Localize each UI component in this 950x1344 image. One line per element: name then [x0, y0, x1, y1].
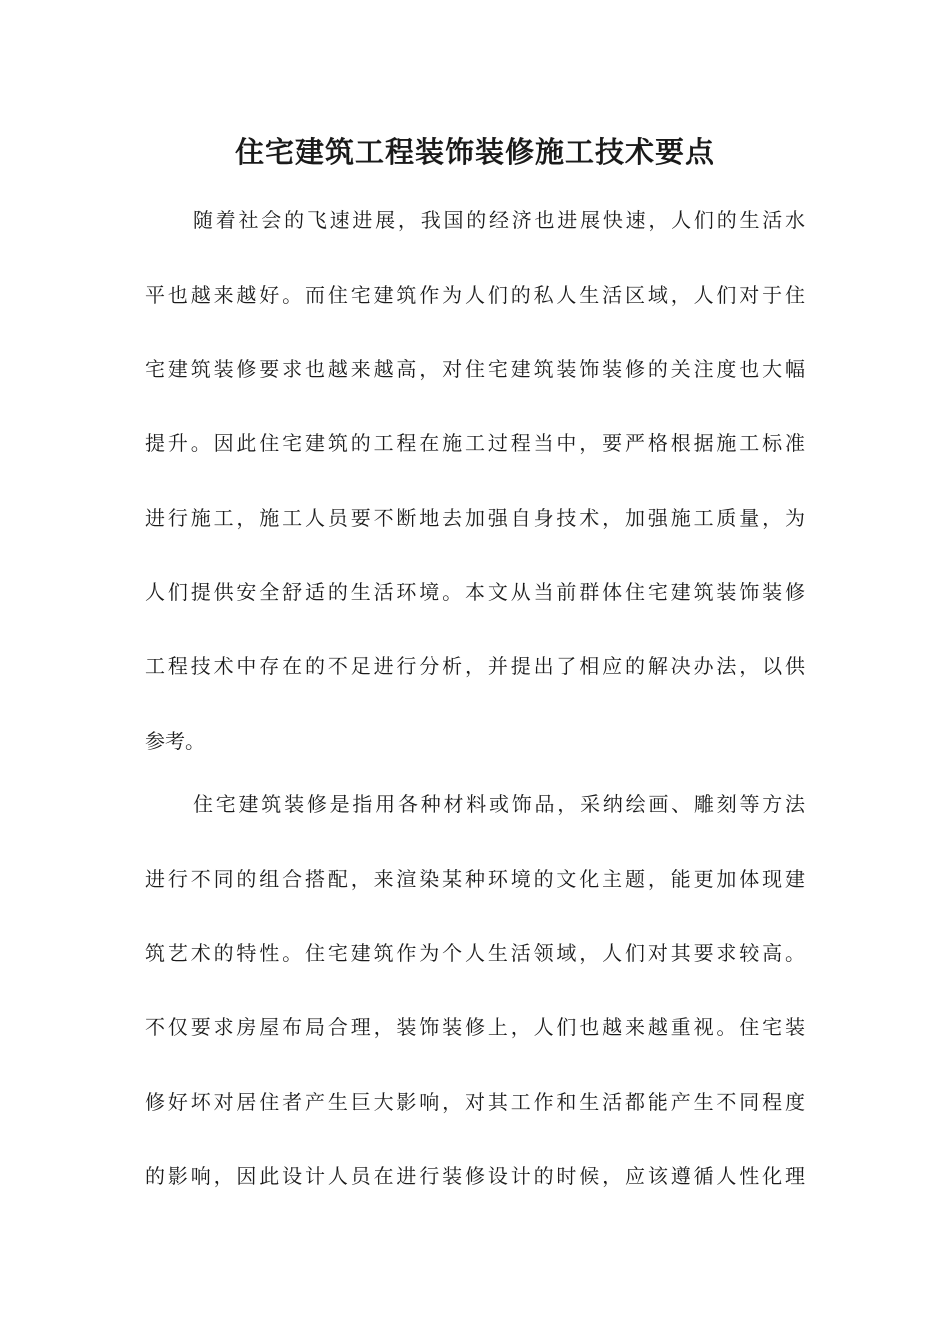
paragraph-1-line-7: 工程技术中存在的不足进行分析，并提出了相应的解决办法，以供	[145, 654, 805, 678]
paragraph-2-line-2: 进行不同的组合搭配，来渲染某种环境的文化主题，能更加体现建	[145, 867, 805, 891]
paragraph-2-line-1: 住宅建筑装修是指用各种材料或饰品，采纳绘画、雕刻等方法	[193, 792, 805, 816]
paragraph-2-line-6: 的影响，因此设计人员在进行装修设计的时候，应该遵循人性化理	[145, 1164, 805, 1188]
paragraph-1-line-2: 平也越来越好。而住宅建筑作为人们的私人生活区域，人们对于住	[145, 283, 805, 307]
paragraph-1-line-8: 参考。	[145, 729, 205, 753]
document-title: 住宅建筑工程装饰装修施工技术要点	[234, 135, 715, 169]
paragraph-2-line-3: 筑艺术的特性。住宅建筑作为个人生活领域，人们对其要求较高。	[145, 941, 805, 965]
paragraph-1-line-1: 随着社会的飞速进展，我国的经济也进展快速，人们的生活水	[193, 208, 805, 232]
paragraph-1-line-5: 进行施工，施工人员要不断地去加强自身技术，加强施工质量，为	[145, 506, 805, 530]
paragraph-1-line-3: 宅建筑装修要求也越来越高，对住宅建筑装饰装修的关注度也大幅	[145, 357, 805, 381]
paragraph-1-line-4: 提升。因此住宅建筑的工程在施工过程当中，要严格根据施工标准	[145, 431, 805, 455]
paragraph-2-line-4: 不仅要求房屋布局合理，装饰装修上，人们也越来越重视。住宅装	[145, 1015, 805, 1039]
paragraph-2-line-5: 修好坏对居住者产生巨大影响，对其工作和生活都能产生不同程度	[145, 1090, 805, 1114]
paragraph-1-line-6: 人们提供安全舒适的生活环境。本文从当前群体住宅建筑装饰装修	[145, 580, 805, 604]
